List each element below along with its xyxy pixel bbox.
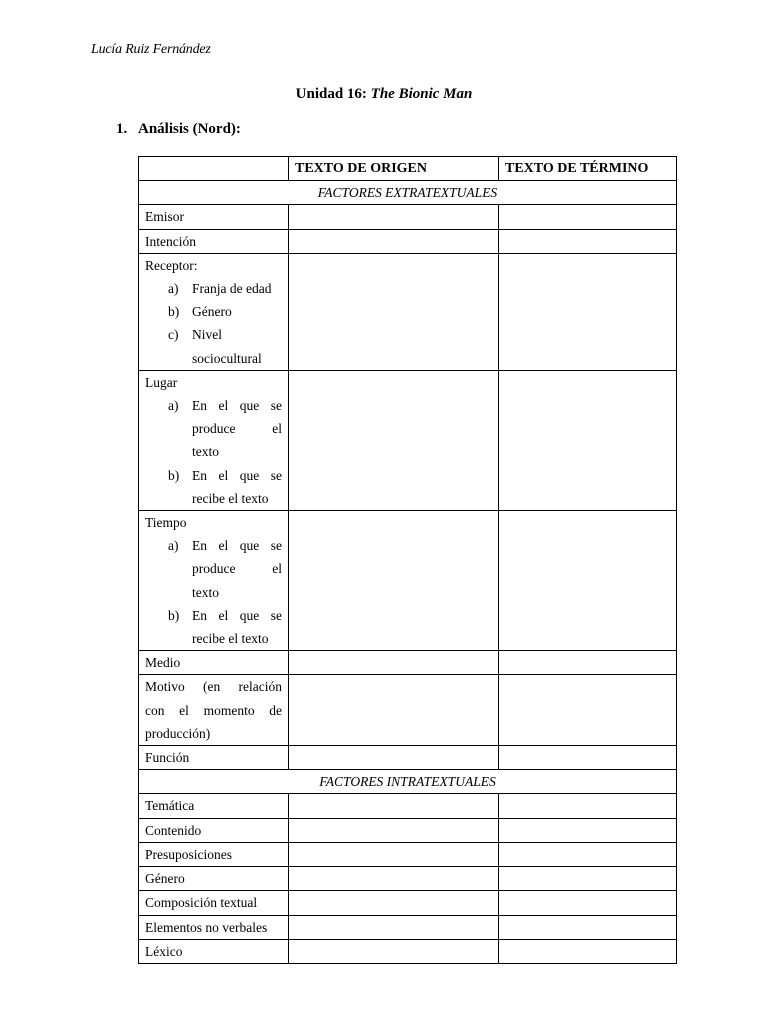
row-label-genero: Género	[139, 867, 289, 891]
table-row	[139, 675, 677, 746]
list-letter: a)	[168, 281, 179, 297]
list-item	[145, 534, 282, 604]
list-letter: b)	[168, 467, 180, 483]
target-cell[interactable]	[499, 842, 677, 866]
target-cell[interactable]	[499, 229, 677, 253]
list-text-line: En el que se	[192, 398, 282, 414]
list-text: Género	[192, 304, 232, 320]
motivo-line: con el momento de	[145, 702, 282, 718]
receptor-label: Receptor:	[145, 257, 198, 273]
origin-cell[interactable]	[289, 511, 499, 651]
row-label-contenido: Contenido	[139, 818, 289, 842]
list-text-line: En el que se	[192, 607, 282, 623]
table-header-row	[139, 157, 677, 181]
table-row	[139, 229, 677, 253]
list-text-line: texto	[192, 444, 219, 460]
section-heading	[116, 121, 241, 138]
target-cell[interactable]	[499, 675, 677, 746]
section-label: Análisis (Nord):	[138, 121, 241, 137]
list-text	[192, 534, 282, 604]
list-letter: b)	[168, 304, 180, 320]
extratextual-heading: FACTORES EXTRATEXTUALES	[139, 181, 677, 205]
intratextual-heading: FACTORES INTRATEXTUALES	[139, 770, 677, 794]
target-cell[interactable]	[499, 891, 677, 915]
column-header-origin: TEXTO DE ORIGEN	[289, 157, 499, 181]
list-text	[192, 323, 282, 369]
row-label-presuposiciones: Presuposiciones	[139, 842, 289, 866]
origin-cell[interactable]	[289, 253, 499, 370]
row-label-tiempo	[139, 511, 289, 651]
target-cell[interactable]	[499, 205, 677, 229]
motivo-line: Motivo (en relación	[145, 679, 282, 695]
intratextual-section-row	[139, 770, 677, 794]
row-label-tematica: Temática	[139, 794, 289, 818]
extratextual-section-row	[139, 181, 677, 205]
unit-title	[0, 86, 768, 103]
list-text-line: texto	[192, 584, 219, 600]
list-letter: b)	[168, 607, 180, 623]
row-label-intencion: Intención	[139, 229, 289, 253]
section-number: 1.	[116, 121, 128, 137]
row-label-elementos: Elementos no verbales	[139, 915, 289, 939]
list-text	[192, 464, 282, 510]
list-text-line: En el que se	[192, 538, 282, 554]
table-row	[139, 370, 677, 510]
list-item	[145, 394, 282, 464]
list-item	[145, 464, 282, 510]
origin-cell[interactable]	[289, 205, 499, 229]
row-label-medio: Medio	[139, 651, 289, 675]
origin-cell[interactable]	[289, 939, 499, 963]
list-item	[145, 300, 282, 323]
table-row	[139, 253, 677, 370]
list-text-line: Nivel	[192, 327, 222, 343]
list-text-line: sociocultural	[192, 350, 262, 366]
row-label-motivo	[139, 675, 289, 746]
table-row	[139, 794, 677, 818]
author-name: Lucía Ruiz Fernández	[91, 42, 211, 57]
row-label-lexico: Léxico	[139, 939, 289, 963]
target-cell[interactable]	[499, 511, 677, 651]
origin-cell[interactable]	[289, 794, 499, 818]
table-row	[139, 818, 677, 842]
unit-title-prefix: Unidad 16:	[295, 86, 371, 102]
nord-analysis-table	[138, 156, 677, 964]
lugar-label: Lugar	[145, 374, 178, 390]
list-item	[145, 604, 282, 650]
list-text-line: recibe el texto	[192, 490, 269, 506]
table-row	[139, 746, 677, 770]
origin-cell[interactable]	[289, 746, 499, 770]
origin-cell[interactable]	[289, 651, 499, 675]
table-row	[139, 205, 677, 229]
table-row	[139, 651, 677, 675]
origin-cell[interactable]	[289, 675, 499, 746]
target-cell[interactable]	[499, 651, 677, 675]
list-item	[145, 323, 282, 369]
row-label-lugar	[139, 370, 289, 510]
list-letter: c)	[168, 327, 179, 343]
origin-cell[interactable]	[289, 915, 499, 939]
tiempo-label: Tiempo	[145, 515, 187, 531]
list-letter: a)	[168, 538, 179, 554]
origin-cell[interactable]	[289, 229, 499, 253]
target-cell[interactable]	[499, 746, 677, 770]
list-letter: a)	[168, 398, 179, 414]
target-cell[interactable]	[499, 794, 677, 818]
row-label-receptor	[139, 253, 289, 370]
table-row	[139, 915, 677, 939]
origin-cell[interactable]	[289, 867, 499, 891]
target-cell[interactable]	[499, 818, 677, 842]
corner-cell	[139, 157, 289, 181]
table-row	[139, 939, 677, 963]
column-header-target: TEXTO DE TÉRMINO	[499, 157, 677, 181]
unit-title-italic: The Bionic Man	[370, 86, 473, 102]
target-cell[interactable]	[499, 867, 677, 891]
target-cell[interactable]	[499, 253, 677, 370]
target-cell[interactable]	[499, 915, 677, 939]
origin-cell[interactable]	[289, 370, 499, 510]
list-text	[192, 604, 282, 650]
target-cell[interactable]	[499, 370, 677, 510]
origin-cell[interactable]	[289, 818, 499, 842]
list-text-line: En el que se	[192, 467, 282, 483]
target-cell[interactable]	[499, 939, 677, 963]
table-row	[139, 867, 677, 891]
table-row	[139, 891, 677, 915]
list-item	[145, 277, 282, 300]
row-label-emisor: Emisor	[139, 205, 289, 229]
list-text: Franja de edad	[192, 281, 272, 297]
row-label-composicion: Composición textual	[139, 891, 289, 915]
origin-cell[interactable]	[289, 891, 499, 915]
table-row	[139, 511, 677, 651]
table-row	[139, 842, 677, 866]
row-label-funcion: Función	[139, 746, 289, 770]
list-text-line: produce el	[192, 421, 282, 437]
list-text	[192, 394, 282, 464]
list-text-line: produce el	[192, 561, 282, 577]
origin-cell[interactable]	[289, 842, 499, 866]
list-text-line: recibe el texto	[192, 631, 269, 647]
motivo-line: producción)	[145, 725, 211, 741]
